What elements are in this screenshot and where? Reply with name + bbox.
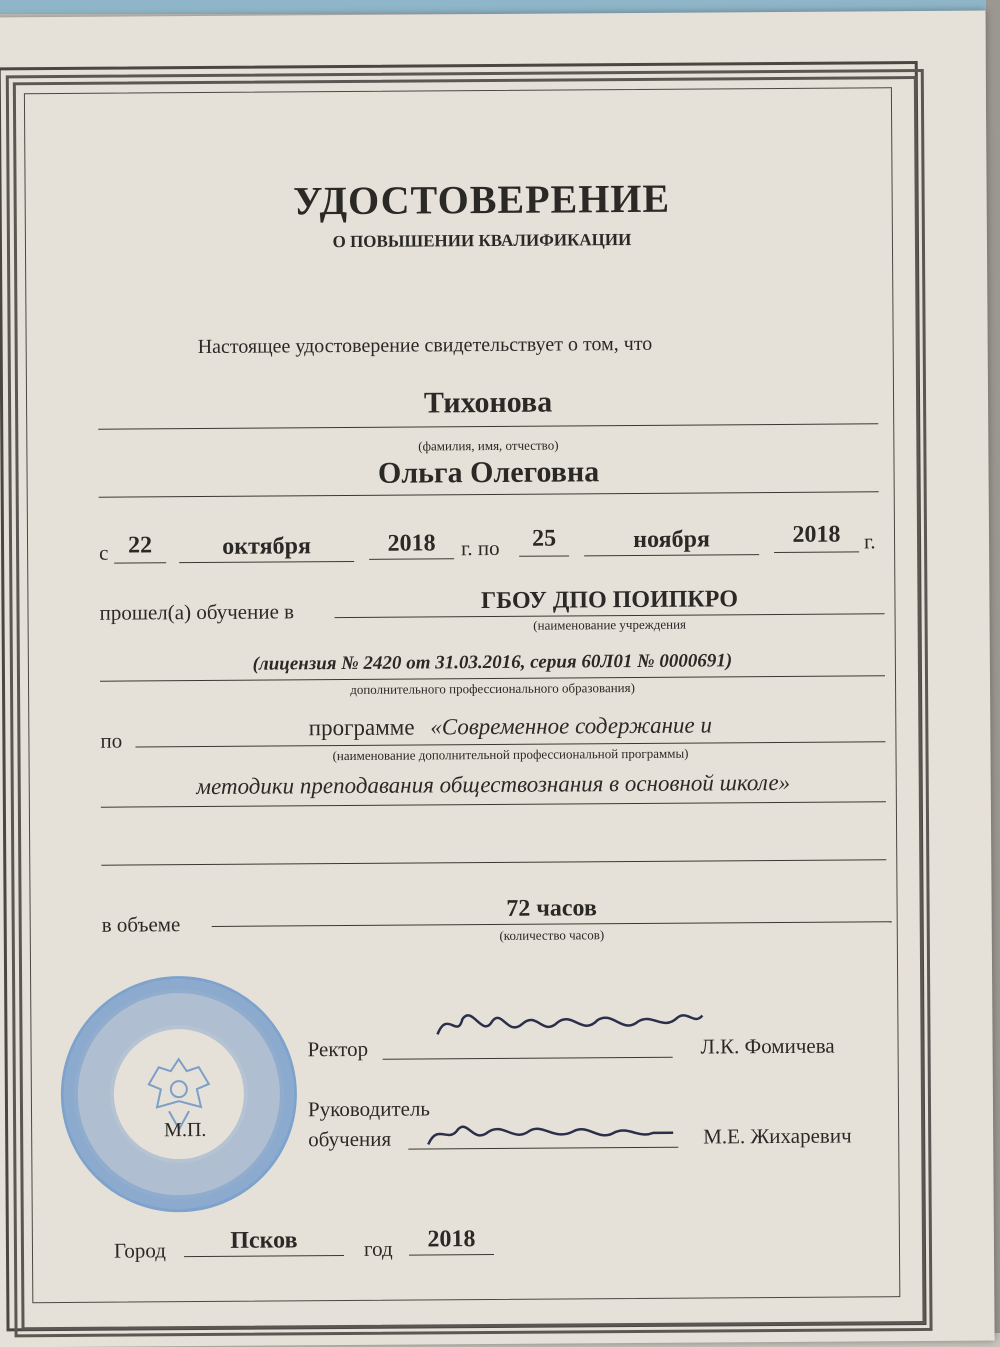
rector-label: Ректор: [307, 1036, 369, 1062]
head-name: М.Е. Жихаревич: [703, 1123, 852, 1149]
program-title-start: «Современное содержание и: [430, 712, 712, 740]
period-from-year: 2018: [387, 530, 436, 557]
volume-value: 72 часов: [506, 895, 597, 922]
fio-caption: (фамилия, имя, отчество): [418, 437, 559, 454]
program-caption: (наименование дополнительной профессиональной программы): [332, 745, 689, 764]
name-patronymic: Ольга Олеговна: [377, 455, 600, 490]
program-line-2: методики преподавания обществознания в основной школе»: [196, 769, 791, 800]
intro-text: Настоящее удостоверение свидетельствует о том, что: [197, 332, 653, 359]
head-signature-icon: [423, 1113, 683, 1155]
period-from-month: октября: [222, 533, 311, 560]
program-prefix: программе: [308, 714, 415, 741]
certificate-title: УДОСТОВЕРЕНИЕ: [293, 175, 671, 224]
city-label: Город: [113, 1238, 166, 1263]
certificate-subtitle: О ПОВЫШЕНИИ КВАЛИФИКАЦИИ: [332, 230, 632, 252]
certificate-sheet: [0, 11, 995, 1347]
surname: Тихонова: [423, 385, 553, 420]
institution-caption: (наименование учреждения: [533, 616, 687, 633]
stamp-mark: М.П.: [164, 1118, 207, 1142]
rector-name: Л.К. Фомичева: [700, 1033, 835, 1059]
period-from-prefix: с: [99, 540, 109, 565]
year-label: год: [363, 1236, 393, 1261]
training-label: прошел(а) обучение в: [99, 599, 295, 625]
period-to-day: 25: [531, 525, 557, 552]
year-value: 2018: [427, 1226, 476, 1253]
head-label-1: Руководитель: [307, 1096, 431, 1122]
period-suffix-1: г. по: [461, 535, 500, 561]
city-value: Псков: [230, 1227, 298, 1254]
license-caption: дополнительного профессионального образования): [350, 679, 635, 697]
head-label-2: обучения: [308, 1126, 392, 1152]
rector-signature-icon: [432, 997, 712, 1049]
period-from-day: 22: [127, 532, 153, 559]
period-to-month: ноября: [633, 526, 710, 553]
institution-name: ГБОУ ДПО ПОИПКРО: [480, 586, 739, 615]
period-to-year: 2018: [792, 521, 841, 548]
license-text: (лицензия № 2420 от 31.03.2016, серия 60Л01 № 0000691): [252, 650, 733, 675]
period-suffix-2: г.: [863, 529, 876, 554]
official-stamp: [60, 975, 298, 1213]
volume-caption: (количество часов): [499, 927, 605, 943]
program-line-1: [135, 711, 885, 742]
volume-label: в объеме: [101, 912, 181, 937]
program-label: по: [100, 728, 123, 753]
